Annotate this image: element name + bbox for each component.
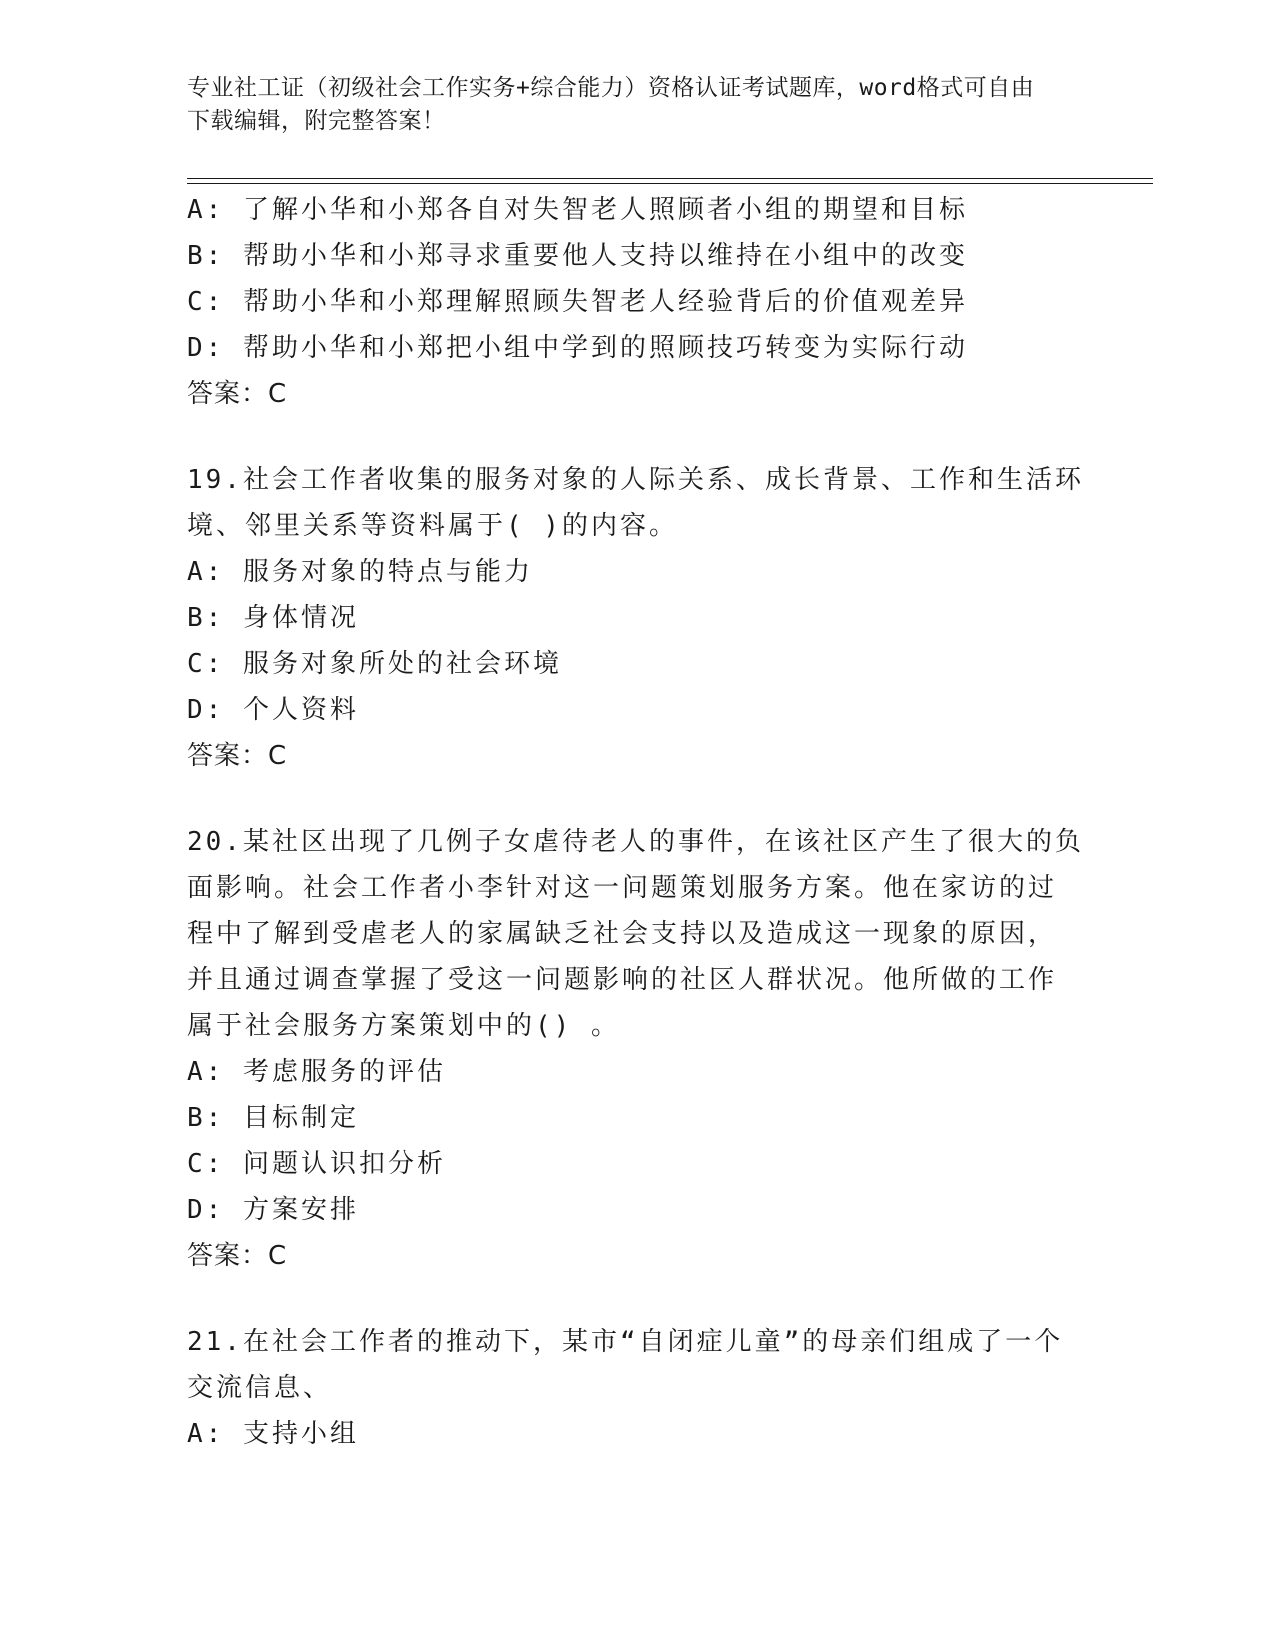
question-stem-line: 21.在社会工作者的推动下，某市“自闭症儿童”的母亲们组成了一个 bbox=[187, 1327, 1064, 1357]
option-a: A: 服务对象的特点与能力 bbox=[187, 557, 533, 587]
option-d: D: 方案安排 bbox=[187, 1195, 359, 1225]
question-18 bbox=[187, 187, 1067, 417]
header-divider-top bbox=[187, 178, 1153, 179]
header-divider-bottom bbox=[187, 183, 1153, 184]
question-stem-line: 并且通过调查掌握了受这一问题影响的社区人群状况。他所做的工作 bbox=[187, 965, 1058, 995]
option-d: D: 个人资料 bbox=[187, 695, 359, 725]
question-content bbox=[187, 187, 1084, 1457]
header-line-2: 下载编辑，附完整答案！ bbox=[187, 108, 446, 134]
option-a: A: 考虑服务的评估 bbox=[187, 1057, 446, 1087]
option-b: B: 身体情况 bbox=[187, 603, 359, 633]
question-stem-line: 面影响。社会工作者小李针对这一问题策划服务方案。他在家访的过 bbox=[187, 873, 1058, 903]
question-stem-line: 属于社会服务方案策划中的() 。 bbox=[187, 1011, 620, 1041]
question-stem-line: 程中了解到受虐老人的家属缺乏社会支持以及造成这一现象的原因， bbox=[187, 919, 1058, 949]
question-stem-line: 19.社会工作者收集的服务对象的人际关系、成长背景、工作和生活环 bbox=[187, 465, 1084, 495]
question-19 bbox=[187, 457, 1084, 779]
option-b: B: 目标制定 bbox=[187, 1103, 359, 1133]
answer: 答案：C bbox=[187, 1241, 288, 1271]
question-stem-line: 20.某社区出现了几例子女虐待老人的事件，在该社区产生了很大的负 bbox=[187, 827, 1084, 857]
option-a: A: 了解小华和小郑各自对失智老人照顾者小组的期望和目标 bbox=[187, 195, 968, 225]
question-20 bbox=[187, 819, 1084, 1279]
question-stem-line: 交流信息、 bbox=[187, 1373, 333, 1403]
option-c: C: 服务对象所处的社会环境 bbox=[187, 649, 562, 679]
question-stem-line: 境、邻里关系等资料属于( )的内容。 bbox=[187, 511, 678, 541]
question-21 bbox=[187, 1319, 1067, 1457]
page-header bbox=[187, 72, 1067, 138]
option-c: C: 帮助小华和小郑理解照顾失智老人经验背后的价值观差异 bbox=[187, 287, 968, 317]
answer: 答案：C bbox=[187, 379, 288, 409]
answer: 答案：C bbox=[187, 741, 288, 771]
option-a: A: 支持小组 bbox=[187, 1419, 359, 1449]
header-line-1: 专业社工证（初级社会工作实务+综合能力）资格认证考试题库，word格式可自由 bbox=[187, 75, 1035, 101]
option-b: B: 帮助小华和小郑寻求重要他人支持以维持在小组中的改变 bbox=[187, 241, 968, 271]
option-c: C: 问题认识扣分析 bbox=[187, 1149, 446, 1179]
option-d: D: 帮助小华和小郑把小组中学到的照顾技巧转变为实际行动 bbox=[187, 333, 968, 363]
